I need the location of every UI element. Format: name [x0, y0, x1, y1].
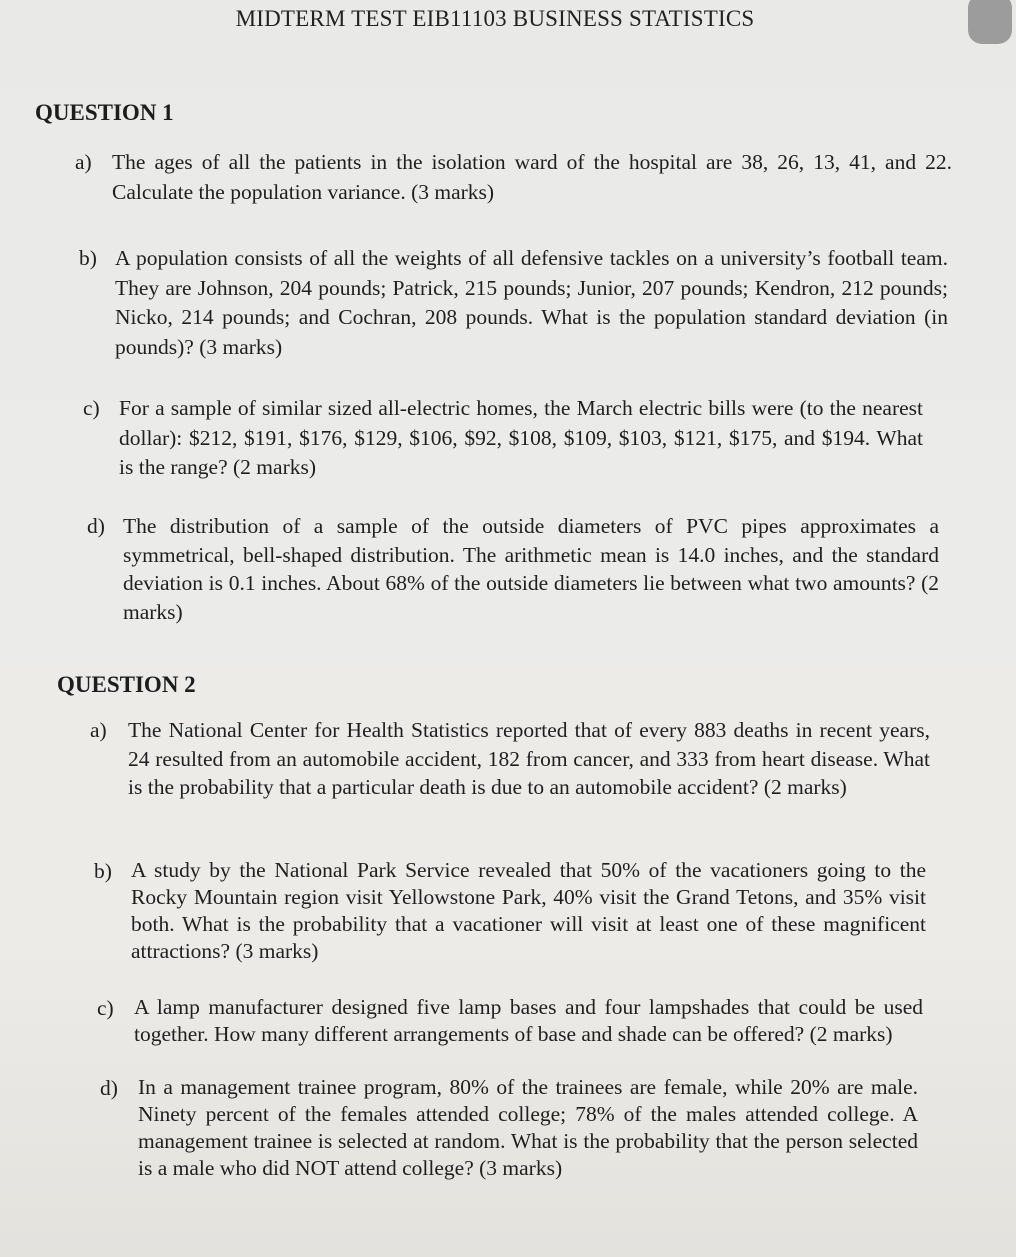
question-1b-label: b)	[79, 246, 97, 270]
question-1a-label: a)	[75, 150, 92, 174]
question-2c	[97, 994, 923, 1048]
question-2d	[100, 1074, 918, 1182]
question-1d-text: The distribution of a sample of the outside diameters of PVC pipes approximates a symmetrical, bell-shaped distribution. The arithmetic mean is 14.0 inches, and the standard deviation is 0.1 inches. About 68% of the outside diameters lie between what two amounts? (2 marks)	[123, 514, 939, 624]
page-title: MIDTERM TEST EIB11103 BUSINESS STATISTICS	[235, 6, 755, 31]
question-2b	[94, 857, 926, 965]
question-1c	[83, 394, 923, 483]
question-1a	[75, 148, 952, 207]
question-1c-text: For a sample of similar sized all-electric homes, the March electric bills were (to the nearest dollar): $212, $191, $176, $129, $106, $92, $108, $109, $103, $121, $175, and $194. What is the range? (2 marks)	[119, 396, 923, 479]
question-2a-label: a)	[90, 718, 107, 742]
question-1b	[79, 244, 948, 362]
question-2b-text: A study by the National Park Service revealed that 50% of the vacationers going to the Rocky Mountain region visit Yellowstone Park, 40% visit the Grand Tetons, and 35% visit both. What is the probability that a vacationer will visit at least one of these magnificent attractions? (3 marks)	[131, 858, 926, 963]
question-1d-label: d)	[87, 514, 105, 538]
question-2b-label: b)	[94, 859, 112, 883]
question-2a	[90, 716, 930, 802]
question-2d-label: d)	[100, 1076, 118, 1100]
question-1c-label: c)	[83, 396, 100, 420]
question-2-heading: QUESTION 2	[57, 672, 196, 697]
question-2c-text: A lamp manufacturer designed five lamp bases and four lampshades that could be used together. How many different arrangements of base and shade can be offered? (2 marks)	[134, 995, 923, 1046]
question-2a-text: The National Center for Health Statistics reported that of every 883 deaths in recent years, 24 resulted from an automobile accident, 182 from cancer, and 333 from heart disease. What is the probability that a particular death is due to an automobile accident? (2 marks)	[128, 718, 930, 799]
question-1d	[87, 512, 939, 626]
question-2c-label: c)	[97, 996, 114, 1020]
question-1b-text: A population consists of all the weights of all defensive tackles on a university’s football team. They are Johnson, 204 pounds; Patrick, 215 pounds; Junior, 207 pounds; Kendron, 212 pounds; Nicko, 214 pounds; and Cochran, 208 pounds. What is the population standard deviation (in pounds)? (3 marks)	[115, 246, 948, 359]
question-1a-text: The ages of all the patients in the isolation ward of the hospital are 38, 26, 13, 41, and 22. Calculate the population variance. (3 marks)	[112, 150, 952, 204]
question-2d-text: In a management trainee program, 80% of the trainees are female, while 20% are male. Ninety percent of the females attended college; 78% of the males attended college. A management trainee is selected at random. What is the probability that the person selected is a male who did NOT attend college? (3 marks)	[138, 1075, 918, 1180]
question-1-heading: QUESTION 1	[35, 100, 174, 125]
